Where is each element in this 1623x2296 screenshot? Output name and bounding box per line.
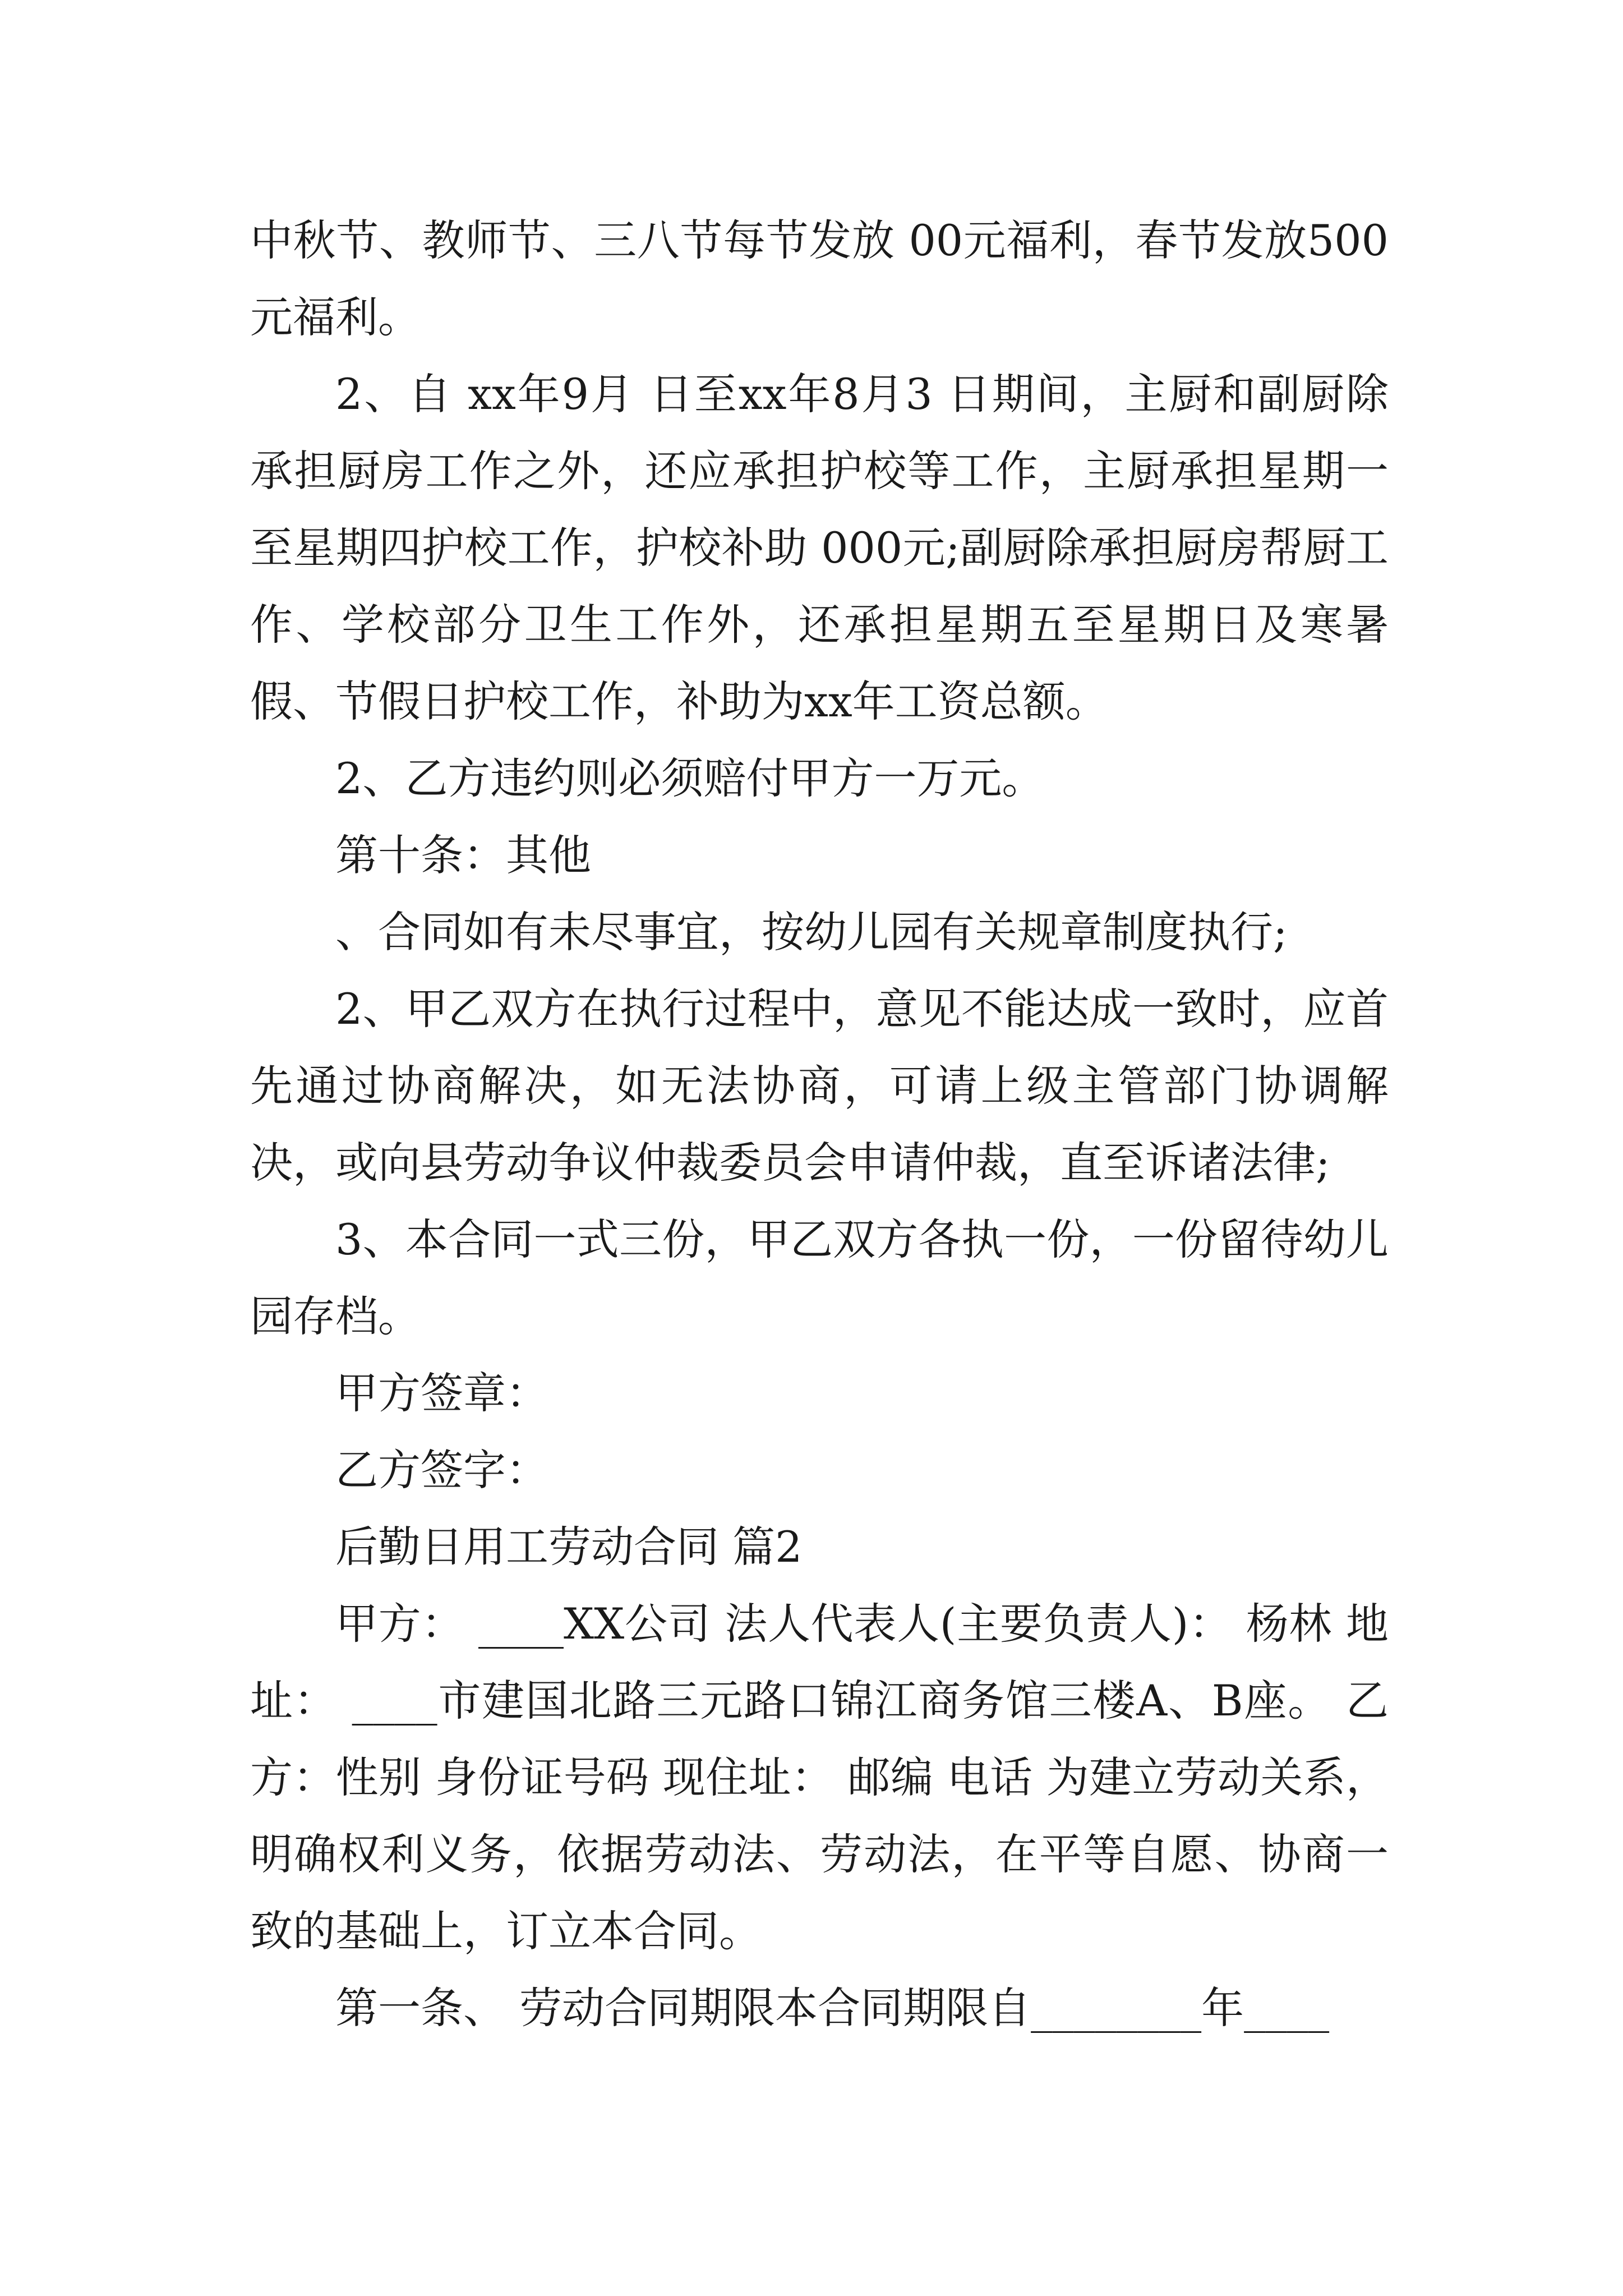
paragraph-dispute-resolution: 2、甲乙双方在执行过程中，意见不能达成一致时，应首先通过协商解决，如无法协商，可请上级主管部门协调解决，或向县劳动争议仲裁委员会申请仲裁，直至诉诸法律; [250, 984, 1389, 1188]
party-b-signature-label: 乙方签字： [335, 1445, 548, 1495]
paragraph-copies: 3、本合同一式三份，甲乙双方各执一份，一份留待幼儿园存档。 [250, 1214, 1389, 1341]
contract-title-part-2: 后勤日用工劳动合同 篇2 [335, 1522, 803, 1572]
document-body [250, 202, 1389, 2046]
paragraph-unresolved-matters: 、合同如有未尽事宜，按幼儿园有关规章制度执行; [335, 907, 1288, 957]
heading-article-ten: 第十条：其他 [335, 830, 591, 880]
party-a-signature-label: 甲方签章： [335, 1368, 548, 1418]
paragraph-school-guard-duty: 2、自 xx年9月 日至xx年8月3 日期间，主厨和副厨除承担厨房工作之外，还应承担护校等工作，主厨承担星期一至星期四护校工作，护校补助 000元;副厨除承担厨房帮厨工作、学校部分卫生工作外，还承担星期五至星期日及寒暑假、节假日护校工作，补助为xx年工资总额。 [250, 369, 1389, 726]
paragraph-breach-penalty: 2、乙方违约则必须赔付甲方一万元。 [335, 753, 1045, 803]
paragraph-parties-info: 甲方： ____XX公司 法人代表人(主要负责人)： 杨林 地址： ____市建国北路三元路口锦江商务馆三楼A、B座。 乙方：性别 身份证号码 现住址： 邮编 电话 为建立劳动关系，明确权利义务，依据劳动法、劳动法，在平等自愿、协商一致的基础上，订立本合同。 [250, 1599, 1389, 1956]
paragraph-festival-benefits: 中秋节、教师节、三八节每节发放 00元福利，春节发放500元福利。 [250, 215, 1389, 342]
paragraph-article-one-term: 第一条、 劳动合同期限本合同期限自________年____ [335, 1983, 1330, 2033]
